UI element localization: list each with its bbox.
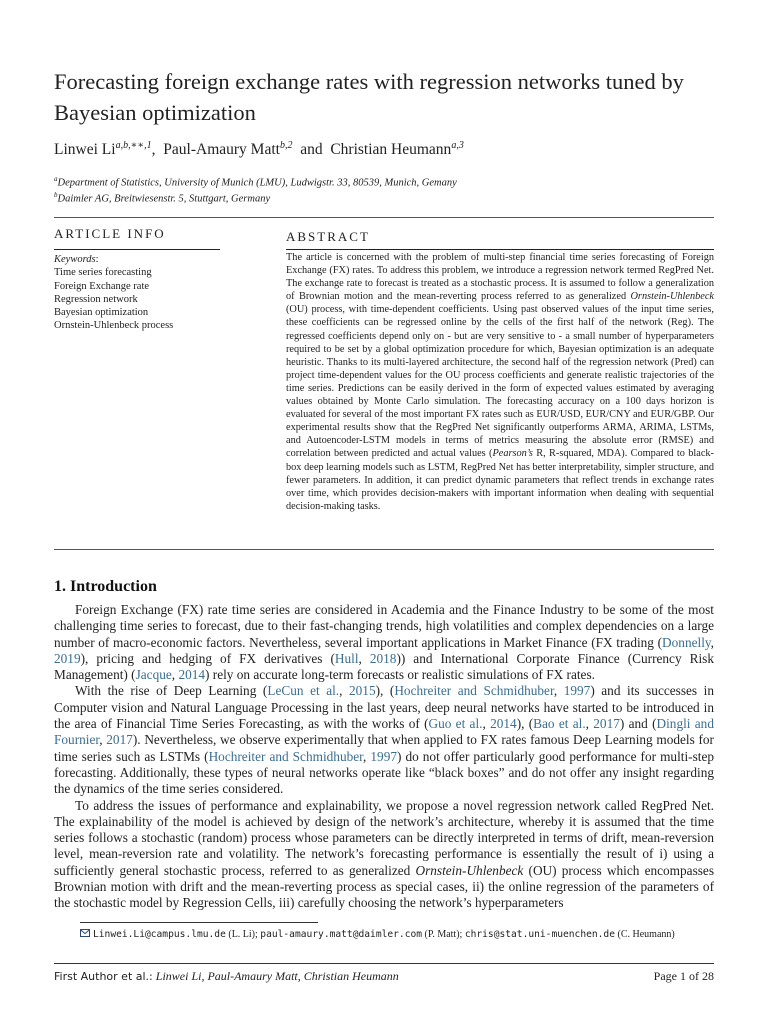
text: ), (	[375, 683, 395, 699]
divider	[54, 249, 220, 250]
italic-term: Ornstein-Uhlenbeck	[415, 862, 524, 878]
footnote-text: (P. Matt);	[422, 929, 465, 940]
running-footer	[54, 969, 399, 984]
citation-link[interactable]: 2017	[106, 732, 133, 748]
citation-link[interactable]: Dingli and Fournier	[54, 716, 714, 748]
citation-link[interactable]: 2015	[349, 683, 376, 699]
keyword: Ornstein-Uhlenbeck process	[54, 320, 174, 332]
paragraph	[54, 798, 714, 912]
abstract-italic: Ornstein-Uhlenbeck	[630, 291, 714, 303]
keyword: Bayesian optimization	[54, 307, 149, 319]
text: ) and its successes in Computer vision and Natural Language Processing in the last years, deep neural networks have started to be introduced in the area of Financial Time Series Forecasting, as with the works of (	[54, 683, 714, 732]
text: ), pricing and hedging of FX derivatives (	[80, 650, 335, 666]
text: ) do not offer particularly good performance for multi-step forecasting. Additionally, these types of neural networks operate like “black boxes” and do not offer any insight regarding the dynamics of the time series considered.	[54, 748, 715, 797]
page-number: Page 1 of 28	[653, 969, 714, 983]
section-heading: 1. Introduction	[54, 578, 157, 595]
affiliation	[54, 191, 270, 205]
abstract-text	[286, 251, 714, 513]
citation-link[interactable]: 1997	[370, 748, 397, 764]
text: ,	[171, 667, 179, 683]
citation-link[interactable]: Bao et al.	[533, 716, 586, 732]
citation-link[interactable]: Hochreiter and Schmidhuber	[208, 748, 364, 764]
citation-link[interactable]: Donnelly	[662, 634, 711, 650]
paragraph	[54, 602, 714, 683]
footnote-text: (L. Li);	[225, 929, 261, 940]
keyword: Regression network	[54, 293, 138, 305]
text: ,	[339, 683, 349, 699]
text: ,	[99, 732, 107, 748]
author-name: Linwei Li	[54, 141, 116, 159]
footer-rule	[54, 963, 714, 964]
text: ,	[585, 716, 594, 732]
affiliation-text: Daimler AG, Breitwiesenstr. 5, Stuttgart, Germany	[57, 193, 271, 205]
email-link[interactable]: paul-amaury.matt@daimler.com	[260, 929, 423, 940]
citation-link[interactable]: 2018	[369, 650, 397, 666]
citation-link[interactable]: 2014	[490, 716, 517, 732]
abstract-segment: R, R-squared, MDA). Compared to black-box deep learning models such as LSTM, RegPred Net has better interpretability, simpler structure, and fewer parameters. In addition, it can predict dynamic parameters that reflect trends in exchange rates over time, which provides decision-makers with important information when dealing with sequential decision-making tasks.	[286, 448, 714, 512]
text: ,	[482, 716, 491, 732]
affiliation	[54, 175, 457, 189]
text: ) rely on accurate long-term forecasts or realistic simulations of FX rates.	[205, 667, 595, 683]
divider	[54, 549, 714, 550]
text: ), (	[516, 716, 534, 732]
divider	[286, 249, 714, 250]
abstract-italic: Pearson’s	[492, 448, 533, 460]
text: (OU) process which encompasses Brownian motion with drift and the mean-reverting process as special cases, ii) the online regression of the parameters of the stochastic model by Regression Cells, iii) carefully choosing the network’s hyperparameters	[54, 862, 714, 911]
text: ,	[710, 634, 714, 650]
author-separator: ,	[151, 141, 156, 159]
citation-link[interactable]: Jacque	[135, 667, 172, 683]
affiliation-text: Department of Statistics, University of Munich (LMU), Ludwigstr. 33, 80539, Munich, Gemany	[57, 177, 457, 189]
abstract-segment: The article is concerned with the problem of multi-step financial time series forecasting of Foreign Exchange (FX) rates. To address this problem, we introduce a regression network termed RegPred Net. The exchange rate to forecast is treated as a stochastic process. It is assumed to follow a generalization of Brownian motion and the mean-reverting process referred to as generalized	[286, 252, 714, 303]
keyword: Time series forecasting	[54, 267, 152, 279]
author-affiliation-mark: b,2	[279, 140, 293, 151]
footnote-text: (C. Heumann)	[615, 929, 675, 940]
author-list	[54, 140, 464, 159]
affiliation-mark: b	[54, 191, 58, 199]
citation-link[interactable]: Hochreiter and Schmidhuber	[394, 683, 554, 699]
text: To address the issues of performance and explainability, we propose a novel regression network called RegPred Net. The explainability of the model is achieved by design of the network’s architecture, whereby it is assumed that the time series follows a stochastic (random) process whose parameters can be directly interpreted in terms of drift, mean-reversion level, mean-reversion rate and volatility. The network’s forecasting performance is essentially the result of i) using a sufficiently general stochastic process, referred to as generalized	[54, 797, 714, 878]
abstract-heading: ABSTRACT	[286, 229, 370, 244]
footer-authors: Linwei Li, Paul-Amaury Matt, Christian Heumann	[155, 969, 399, 983]
author-name: Christian Heumann	[330, 141, 452, 159]
text: )) and International Corporate Finance (Currency Risk Management) (	[54, 650, 714, 683]
author-affiliation-mark: a,3	[451, 140, 464, 151]
text: ,	[363, 748, 371, 764]
footnote	[80, 929, 675, 940]
text: ,	[553, 683, 564, 699]
citation-link[interactable]: 2014	[178, 667, 206, 683]
footnote-rule	[80, 922, 318, 923]
envelope-icon	[80, 929, 90, 937]
paragraph	[54, 683, 714, 797]
introduction-body	[54, 602, 714, 912]
citation-link[interactable]: Guo et al.	[428, 716, 483, 732]
divider	[54, 217, 714, 218]
citation-link[interactable]: 1997	[563, 683, 591, 699]
author-name: Paul-Amaury Matt	[163, 141, 280, 159]
email-link[interactable]: chris@stat.uni-muenchen.de	[464, 929, 615, 940]
footer-prefix: First Author et al.:	[54, 970, 153, 983]
keyword: Foreign Exchange rate	[54, 280, 150, 292]
email-link[interactable]: Linwei.Li@campus.lmu.de	[93, 929, 226, 940]
text: ). Nevertheless, we observe experimentally that when applied to FX rates famous Deep Learning models for time series such as LSTMs (	[54, 732, 714, 764]
keywords-block: Keywords: Time series forecasting Foreign Exchange rate Regression network Bayesian optimization Ornstein-Uhlenbeck process	[54, 253, 224, 333]
citation-link[interactable]: 2019	[54, 650, 81, 666]
author-affiliation-mark: a,b,∗∗,1	[115, 140, 152, 151]
abstract-segment: (OU) process, with time-dependent coefficients. Using past observed values of the input time series, these coefficients can be regressed online by the cells of the first half of the network (Reg). The regressed coefficients depend only on - but are very sensitive to - a small number of hyperparameters required to be set by a global optimization procedure for which, Bayesian optimization is an adequate heuristic. Thanks to its multi-layered architecture, the second half of the regression network (Pred) can project time-dependent values for the OU process coefficients and generate realistic trajectories of the time series. Predictions can be easily derived in the form of expected values estimated by averaging values obtained by Monte Carlo simulation. The forecasting accuracy on a 100 days horizon is evaluated for several of the most important FX rates such as EUR/USD, EUR/CNY and EUR/GBP. Our experimental results show that the RegPred Net significantly outperforms ARMA, ARIMA, LSTMs, and Autoencoder-LSTM models in terms of metrics measuring the absolute error (RMSE) and correlation between predicted and actual values (	[286, 304, 714, 460]
citation-link[interactable]: Hull	[334, 650, 359, 666]
text: ) and (	[619, 716, 657, 732]
citation-link[interactable]: 2017	[593, 716, 620, 732]
citation-link[interactable]: LeCun et al.	[267, 683, 340, 699]
paper-title: Forecasting foreign exchange rates with regression networks tuned by Bayesian optimization	[54, 69, 684, 125]
author-separator: and	[300, 141, 323, 159]
text: ,	[358, 650, 370, 666]
text: With the rise of Deep Learning (	[75, 683, 268, 699]
keywords-label: Keywords	[54, 254, 96, 265]
article-info-heading: ARTICLE INFO	[54, 226, 166, 241]
affiliation-mark: a	[54, 175, 58, 183]
text: Foreign Exchange (FX) rate time series are considered in Academia and the Finance Industry to be some of the most challenging time series to forecast, due to their fast-changing trends, high volatilities and complex dependencies on a large number of macro-economic factors. Nevertheless, several important applications in Market Finance (FX trading (	[54, 602, 714, 650]
